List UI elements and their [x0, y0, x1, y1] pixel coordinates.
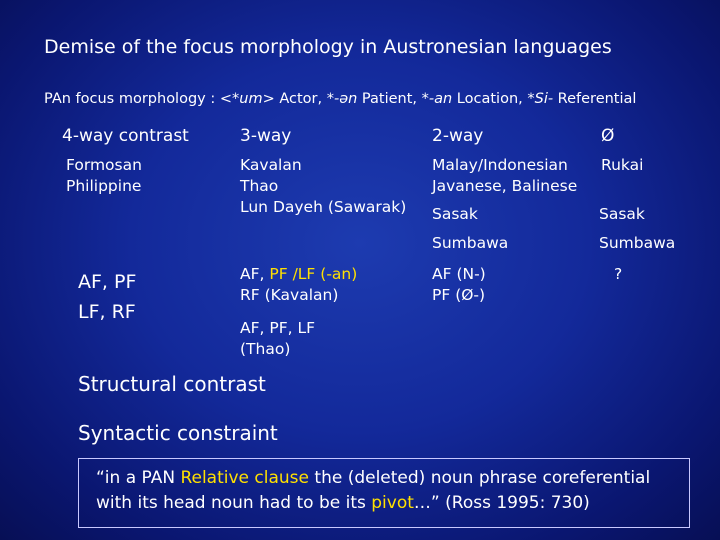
row2-c3-line2: PF (Ø-) [432, 286, 486, 304]
row2-c1-line1: AF, PF [78, 271, 137, 293]
subtitle-an1: -ən [333, 91, 358, 107]
row1-c2-line3: Lun Dayeh (Sawarak) [240, 198, 407, 216]
quote-part1: “in a PAN [96, 468, 181, 488]
quote-line2 [96, 491, 650, 516]
col-header-3way: 3-way [240, 126, 292, 146]
row1-c2-line2: Thao [240, 177, 279, 195]
row2-c1-line2: LF, RF [78, 301, 136, 323]
subtitle-um: *um [232, 91, 263, 107]
row2-c3-line1: AF (N-) [432, 265, 486, 283]
subtitle-prefix: PAn focus morphology : < [44, 91, 232, 107]
row1-c3-sasak: Sasak [432, 205, 478, 223]
subtitle-actor: > Actor, * [262, 91, 334, 107]
col-header-4way: 4-way contrast [62, 126, 189, 146]
row2-c2-pf: PF [269, 265, 288, 283]
row2-c2-kavalan-line2: RF (Kavalan) [240, 286, 339, 304]
subtitle [44, 91, 636, 107]
row2-c2-kavalan-line1 [240, 264, 357, 285]
row1-c4-sumbawa: Sumbawa [599, 234, 676, 252]
col-header-2way: 2-way [432, 126, 484, 146]
row1-c3-line2: Javanese, Balinese [432, 177, 578, 195]
row1-c4-sasak: Sasak [599, 205, 645, 223]
syntactic-constraint-heading: Syntactic constraint [78, 421, 278, 445]
row2-c2-thao [240, 318, 315, 360]
row1-c3-line1: Malay/Indonesian [432, 156, 568, 174]
slide-title: Demise of the focus morphology in Austronesian languages [44, 36, 612, 58]
subtitle-an2: -an [428, 91, 453, 107]
row2-c4: ? [614, 265, 623, 283]
row2-c2-kavalan [240, 264, 357, 306]
quote-part2: the (deleted) noun phrase coreferential [309, 468, 651, 488]
row2-c2-thao-line2: (Thao) [240, 340, 291, 358]
subtitle-location: Location, * [452, 91, 535, 107]
ross-quote [96, 466, 650, 516]
quote-line1 [96, 466, 650, 491]
row2-c1 [78, 267, 136, 327]
row1-c3-sumbawa: Sumbawa [432, 234, 509, 252]
row1-c3 [432, 155, 577, 197]
quote-relative-clause: Relative clause [180, 468, 309, 488]
row1-c1 [66, 155, 142, 197]
row1-c1-line1: Formosan [66, 156, 142, 174]
row2-c3 [432, 264, 486, 306]
subtitle-patient: Patient, * [357, 91, 429, 107]
row2-c2-lf: /LF (-an) [287, 265, 358, 283]
subtitle-si: Si- [534, 91, 554, 107]
quote-pivot: pivot [371, 493, 414, 513]
quote-line2a: with its head noun had to be its [96, 493, 372, 513]
row1-c2 [240, 155, 406, 218]
row2-c2-thao-line1: AF, PF, LF [240, 319, 316, 337]
row1-c1-line2: Philippine [66, 177, 142, 195]
row2-c2-af: AF, [240, 265, 270, 283]
row1-c2-line1: Kavalan [240, 156, 302, 174]
subtitle-referential: Referential [553, 91, 637, 107]
col-header-zero: Ø [601, 126, 615, 146]
structural-contrast-heading: Structural contrast [78, 372, 266, 396]
row1-c4: Rukai [601, 156, 644, 174]
quote-line2b: …” (Ross 1995: 730) [413, 493, 590, 513]
